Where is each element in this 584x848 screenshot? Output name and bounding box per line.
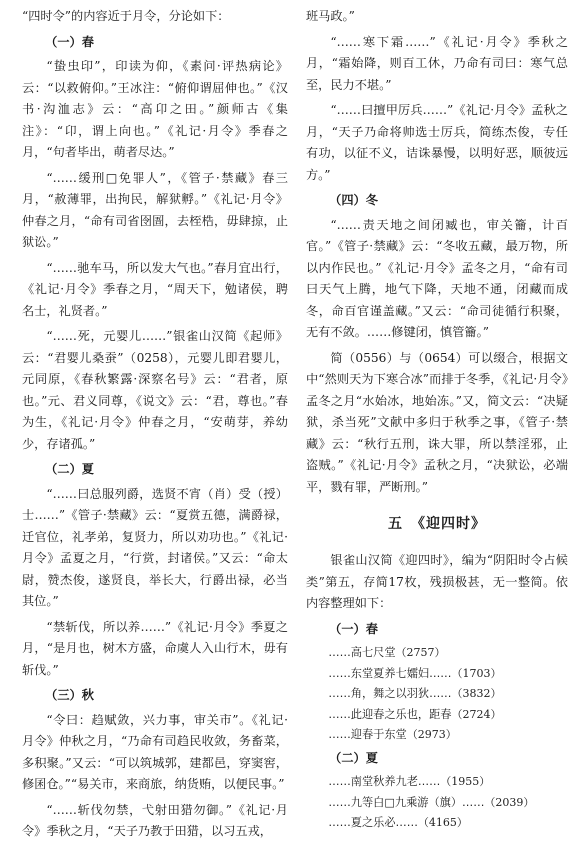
intro-paragraph: “四时令”的内容近于月令，分论如下： bbox=[22, 9, 230, 23]
section-heading-summer: （二）夏 bbox=[45, 462, 94, 476]
paragraph: “……寒下霜……”《礼记·月令》季秋之月，“霜始降，则百工休，乃命有司曰：寒气总至，民力不堪。” bbox=[306, 34, 568, 92]
left-column bbox=[22, 6, 288, 847]
slip-text: ……迎春于东堂 bbox=[328, 728, 407, 741]
list-heading-summer: （二）夏 bbox=[329, 750, 378, 765]
slip-text: ……夏之乐必…… bbox=[328, 816, 418, 829]
section-heading-spring: （一）春 bbox=[45, 34, 94, 49]
slip-number: （2973） bbox=[406, 728, 457, 741]
slip-entry bbox=[306, 643, 568, 664]
paragraph: “……斩伐勿禁，弋射田猎勿御。”《礼记·月令》季秋之月，“天子乃教于田猎，以习五戎， bbox=[22, 802, 288, 838]
paragraph-continued: 班马政。” bbox=[306, 9, 355, 23]
slip-number: （1955） bbox=[440, 775, 491, 788]
slip-entry bbox=[306, 664, 568, 685]
paragraph: “……死，元婴儿……”银雀山汉简《起师》云：“君婴儿桑蚕”（0258），元婴儿即君婴儿，元同原，《春秋繁露·深察名号》云：“君者，原也。”元、君义同尊，《说文》云：“君，尊也。”春为生，《礼记·月令》仲春之月，“安萌芽，养幼少，存诸孤。” bbox=[22, 329, 288, 451]
slip-text: ……南堂秋养九老…… bbox=[328, 775, 441, 788]
slip-text: ……东堂夏养七嬬妇…… bbox=[328, 666, 452, 680]
paragraph: “令曰：趋赋敛，兴力事，审关市”。《礼记·月令》仲秋之月，“乃命有司趋民收敛，务畜菜，多积聚。”又云：“可以筑城郭，建都邑，穿窦窖，修囷仓。”“易关市，来商旅，纳货贿，以便民事。” bbox=[22, 712, 288, 791]
paragraph: “……责天地之间闭臧也，审关籥，计百官。”《管子·禁藏》云：“冬收五藏，最万物，所以内作民也。”《礼记·月令》孟冬之月，“命有司曰天气上腾，地气下降，天地不通，闭藏而成冬，命百官谨盖藏。”又云：“命司徒循行积聚，无有不敛。……修键闭，慎管籥。” bbox=[306, 217, 568, 339]
paragraph: “……曰总服列爵，选贤不宵（肖）受（授）士……”《管子·禁藏》云：“夏赏五德，满爵禄，迁官位，礼孝弟，复贤力，所以劝功也。”《礼记·月令》孟夏之月，“行赏，封诸侯。”又云：“命太尉，赞杰俊，遂贤良，举长大，行爵出禄，必当其位。” bbox=[22, 486, 288, 608]
slip-entry bbox=[306, 705, 568, 726]
chapter-title: 五 《迎四时》 bbox=[388, 516, 486, 532]
slip-number: （2757） bbox=[395, 646, 446, 659]
slip-entry bbox=[306, 813, 568, 834]
slip-number: （2039） bbox=[484, 795, 535, 809]
right-column bbox=[306, 6, 568, 834]
slip-entry bbox=[306, 725, 568, 746]
paragraph: “……曰擅甲厉兵……”《礼记·月令》孟秋之月，“天子乃命将帅选士厉兵，简练杰俊，专任有功，以征不义，诘诛暴慢，以明好恶，顺彼远方。” bbox=[306, 103, 568, 182]
section-heading-winter: （四）冬 bbox=[329, 193, 378, 207]
slip-number: （4165） bbox=[417, 816, 468, 829]
slip-entry bbox=[306, 772, 568, 793]
slip-text: ……此迎春之乐也，距春 bbox=[328, 707, 452, 721]
slip-text: ……高七尺堂 bbox=[328, 646, 396, 659]
paragraph: “禁斩伐，所以养……”《礼记·月令》季夏之月，“是月也，树木方盛，命虞人入山行木，毋有斩伐。” bbox=[22, 619, 288, 677]
slip-entry bbox=[306, 684, 568, 705]
slip-text: ……九等白□九乘游（旗）…… bbox=[328, 795, 485, 809]
list-heading-spring: （一）春 bbox=[329, 621, 378, 636]
paragraph: “……缓刑□免罪人”，《管子·禁藏》春三月，“赦薄罪，出拘民，解狱孵。”《礼记·月令》仲春之月，“命有司省囹圄，去桎梏，毋肆掠，止狱讼。” bbox=[22, 170, 288, 249]
slip-number: （3832） bbox=[451, 687, 502, 700]
slip-text: ……角，舞之以羽狄…… bbox=[328, 687, 452, 700]
paragraph: 简（0556）与（0654）可以缀合，根据文中“然则天为下寒合冰”而排于冬季，《礼记·月令》孟冬之月“水始冰，地始冻。”又，简文云：“决疑狱，杀当死”文献中多归于秋季之事，《管子·禁藏》云：“秋行五刑，诛大罪，所以禁淫邪，止盗贼。”《礼记·月令》孟秋之月，“决狱讼，必端平，戮有罪，严断刑。” bbox=[306, 350, 568, 494]
paragraph: “蛰虫印”，印读为仰，《素问·评热病论》云：“以救俯仰。”王冰注：“俯仰谓屈伸也。”《汉书·沟洫志》云：“高卬之田。”颜师古《集注》：“卬，谓上向也。”《礼记·月令》季春之月，“句者毕出，萌者尽达。” bbox=[22, 59, 288, 159]
section-heading-autumn: （三）秋 bbox=[45, 688, 94, 702]
paragraph: “……驰车马，所以发大气也。”春月宜出行，《礼记·月令》季春之月，“周天下，勉诸侯，聘名士，礼贤者。” bbox=[22, 260, 288, 318]
slip-number: （2724） bbox=[451, 707, 502, 721]
slip-entry bbox=[306, 793, 568, 814]
slip-number: （1703） bbox=[451, 666, 502, 680]
chapter-intro-paragraph: 银雀山汉简《迎四时》，编为“阴阳时令占候类”第五，存简17枚，残损极甚，无一整简。依内容整理如下： bbox=[306, 553, 568, 610]
